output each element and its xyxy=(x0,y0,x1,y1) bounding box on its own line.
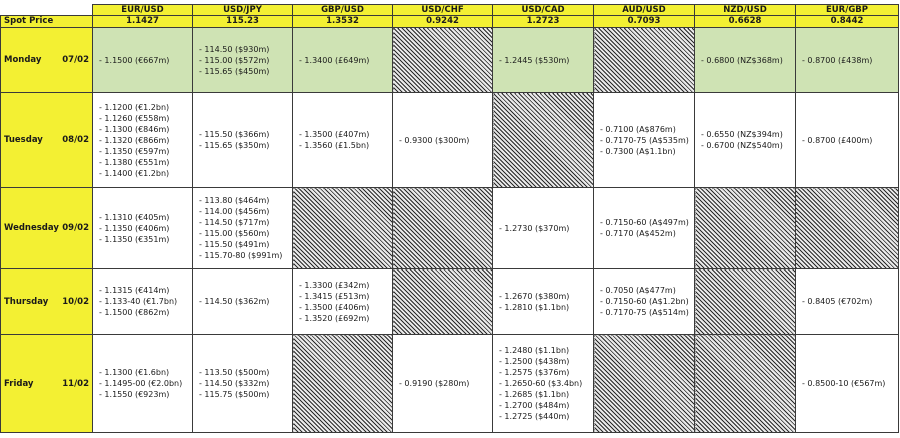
day-date: 11/02 xyxy=(62,378,89,389)
day-name: Monday xyxy=(4,55,42,65)
day-date: 07/02 xyxy=(62,55,89,65)
spot-price-usd-chf: 0.9242 xyxy=(393,16,493,28)
expiry-cell-usd-chf xyxy=(393,93,493,188)
pair-header-eur-usd: EUR/USD xyxy=(93,5,193,16)
expiry-entry: - 1.1350 (€597m) xyxy=(99,146,170,156)
expiry-entry: - 1.1350 (€351m) xyxy=(99,234,170,244)
expiry-entry: - 1.1200 (€1.2bn) xyxy=(99,102,170,112)
day-label-cell xyxy=(1,335,93,433)
expiry-entry: - 1.1500 (€667m) xyxy=(99,55,170,65)
day-name: Friday xyxy=(4,378,34,389)
expiry-entry: - 1.3500 (£406m) xyxy=(299,302,370,312)
expiry-cell-usd-jpy xyxy=(193,188,293,269)
no-expiry-hatched-cell xyxy=(393,28,493,93)
expiry-entry: - 113.80 ($464m) xyxy=(199,196,270,205)
expiry-entry: - 0.8700 (£438m) xyxy=(802,55,873,65)
expiry-entry: - 114.50 ($930m) xyxy=(199,44,270,54)
expiry-cell-gbp-usd xyxy=(293,269,393,335)
expiry-entry: - 1.2685 ($1.1bn) xyxy=(499,390,570,399)
expiry-cell-usd-jpy xyxy=(193,28,293,93)
spot-price-usd-cad: 1.2723 xyxy=(493,16,594,28)
corner-cell xyxy=(1,5,93,16)
expiry-entry: - 1.1350 (€406m) xyxy=(99,223,170,233)
expiry-cell-usd-chf xyxy=(393,335,493,433)
pair-header-eur-gbp: EUR/GBP xyxy=(796,5,899,16)
expiry-cell-eur-usd xyxy=(93,93,193,188)
expiry-entry: - 0.9190 ($280m) xyxy=(399,379,470,388)
expiry-cell-eur-usd xyxy=(93,188,193,269)
expiry-cell-nzd-usd xyxy=(695,93,796,188)
day-date: 10/02 xyxy=(62,296,89,307)
expiry-entry: - 115.65 ($350m) xyxy=(199,141,270,150)
expiry-cell-nzd-usd xyxy=(695,28,796,93)
expiry-cell-usd-cad xyxy=(493,269,594,335)
expiry-entry: - 113.50 ($500m) xyxy=(199,368,270,377)
expiry-cell-eur-gbp xyxy=(796,269,899,335)
expiry-entry: - 1.2810 ($1.1bn) xyxy=(499,302,570,312)
no-expiry-hatched-cell xyxy=(695,188,796,269)
expiry-entry: - 1.3400 (£649m) xyxy=(299,55,370,65)
expiry-cell-usd-jpy xyxy=(193,93,293,188)
expiry-entry: - 0.7150-60 (A$497m) xyxy=(600,218,689,227)
expiry-cell-usd-jpy xyxy=(193,269,293,335)
expiry-entry: - 1.1260 (€558m) xyxy=(99,113,170,123)
no-expiry-hatched-cell xyxy=(493,93,594,188)
expiry-entry: - 1.1495-00 (€2.0bn) xyxy=(99,379,183,388)
expiry-entry: - 1.2725 ($440m) xyxy=(499,412,570,421)
expiry-entry: - 114.00 ($456m) xyxy=(199,207,270,216)
expiry-entry: - 1.2700 ($484m) xyxy=(499,401,570,410)
expiry-cell-aud-usd xyxy=(594,269,695,335)
pair-header-aud-usd: AUD/USD xyxy=(594,5,695,16)
expiry-entry: - 1.3300 (£342m) xyxy=(299,280,370,290)
expiry-entry: - 1.1400 (€1.2bn) xyxy=(99,168,170,178)
expiry-entry: - 1.2670 ($380m) xyxy=(499,291,570,301)
expiry-entry: - 1.2500 ($438m) xyxy=(499,357,570,366)
expiry-entry: - 115.00 ($572m) xyxy=(199,55,270,65)
no-expiry-hatched-cell xyxy=(796,188,899,269)
expiry-entry: - 1.1300 (€846m) xyxy=(99,124,170,134)
expiry-cell-usd-cad xyxy=(493,335,594,433)
expiry-entry: - 0.6800 (NZ$368m) xyxy=(701,55,783,65)
spot-price-eur-gbp: 0.8442 xyxy=(796,16,899,28)
expiry-cell-eur-gbp xyxy=(796,28,899,93)
expiry-entry: - 1.2650-60 ($3.4bn) xyxy=(499,379,583,388)
expiry-entry: - 1.2730 ($370m) xyxy=(499,223,570,233)
no-expiry-hatched-cell xyxy=(293,335,393,433)
day-row-tuesday xyxy=(1,93,899,188)
expiry-cell-aud-usd xyxy=(594,188,695,269)
expiry-entry: - 0.8500-10 (€567m) xyxy=(802,379,886,388)
spot-price-usd-jpy: 115.23 xyxy=(193,16,293,28)
expiry-entry: - 0.7170 (A$452m) xyxy=(600,229,676,238)
option-expiry-table xyxy=(0,4,899,433)
day-name: Thursday xyxy=(4,296,49,307)
expiry-entry: - 1.2480 ($1.1bn) xyxy=(499,346,570,355)
day-row-friday xyxy=(1,335,899,433)
expiry-entry: - 1.1320 (€866m) xyxy=(99,135,170,145)
expiry-cell-eur-usd xyxy=(93,269,193,335)
no-expiry-hatched-cell xyxy=(393,269,493,335)
day-date: 09/02 xyxy=(62,223,89,233)
pair-header-gbp-usd: GBP/USD xyxy=(293,5,393,16)
expiry-cell-gbp-usd xyxy=(293,28,393,93)
no-expiry-hatched-cell xyxy=(393,188,493,269)
fx-options-expiries xyxy=(0,4,899,433)
expiry-entry: - 114.50 ($717m) xyxy=(199,218,270,227)
expiry-entry: - 115.50 ($366m) xyxy=(199,130,270,139)
spot-price-row xyxy=(1,16,899,28)
spot-price-aud-usd: 0.7093 xyxy=(594,16,695,28)
expiry-entry: - 0.7300 (A$1.1bn) xyxy=(600,146,676,156)
expiry-entry: - 1.1300 (€1.6bn) xyxy=(99,368,170,377)
spot-price-eur-usd: 1.1427 xyxy=(93,16,193,28)
expiry-entry: - 114.50 ($362m) xyxy=(199,297,270,306)
expiry-cell-gbp-usd xyxy=(293,93,393,188)
expiry-entry: - 115.50 ($491m) xyxy=(199,240,270,249)
expiry-entry: - 0.8405 (€702m) xyxy=(802,297,873,306)
expiry-cell-usd-cad xyxy=(493,188,594,269)
day-label-cell xyxy=(1,188,93,269)
pair-header-nzd-usd: NZD/USD xyxy=(695,5,796,16)
expiry-entry: - 115.00 ($560m) xyxy=(199,229,270,238)
expiry-entry: - 0.6700 (NZ$540m) xyxy=(701,141,783,150)
expiry-cell-usd-jpy xyxy=(193,335,293,433)
expiry-entry: - 0.7100 (A$876m) xyxy=(600,124,676,134)
expiry-cell-eur-usd xyxy=(93,28,193,93)
spot-price-nzd-usd: 0.6628 xyxy=(695,16,796,28)
expiry-days xyxy=(1,28,899,433)
day-date: 08/02 xyxy=(62,135,89,145)
expiry-entry: - 1.1315 (€414m) xyxy=(99,286,170,295)
no-expiry-hatched-cell xyxy=(594,28,695,93)
expiry-entry: - 1.2575 ($376m) xyxy=(499,368,570,377)
expiry-cell-eur-gbp xyxy=(796,93,899,188)
expiry-entry: - 1.1380 (€551m) xyxy=(99,157,170,167)
day-label-cell xyxy=(1,93,93,188)
expiry-entry: - 1.1550 (€923m) xyxy=(99,390,170,399)
expiry-entry: - 1.3560 (£1.5bn) xyxy=(299,141,370,150)
expiry-entry: - 1.1310 (€405m) xyxy=(99,212,170,222)
day-row-wednesday xyxy=(1,188,899,269)
expiry-entry: - 1.3520 (£692m) xyxy=(299,313,370,323)
day-label-cell xyxy=(1,269,93,335)
expiry-entry: - 0.6550 (NZ$394m) xyxy=(701,130,783,139)
expiry-entry: - 0.7170-75 (A$514m) xyxy=(600,308,689,317)
expiry-cell-usd-cad xyxy=(493,28,594,93)
expiry-entry: - 1.3500 (£407m) xyxy=(299,130,370,139)
expiry-entry: - 115.70-80 ($991m) xyxy=(199,251,283,260)
pair-header-usd-cad: USD/CAD xyxy=(493,5,594,16)
expiry-cell-aud-usd xyxy=(594,93,695,188)
expiry-entry: - 1.3415 (£513m) xyxy=(299,291,370,301)
expiry-entry: - 1.2445 ($530m) xyxy=(499,55,570,65)
expiry-entry: - 115.75 ($500m) xyxy=(199,390,270,399)
expiry-cell-eur-usd xyxy=(93,335,193,433)
expiry-entry: - 1.1500 (€862m) xyxy=(99,308,170,317)
day-row-thursday xyxy=(1,269,899,335)
expiry-entry: - 0.9300 ($300m) xyxy=(399,135,470,145)
expiry-entry: - 0.8700 (£400m) xyxy=(802,135,873,145)
currency-pair-header-row xyxy=(1,5,899,16)
expiry-entry: - 0.7150-60 (A$1.2bn) xyxy=(600,297,689,306)
no-expiry-hatched-cell xyxy=(293,188,393,269)
day-name: Tuesday xyxy=(4,135,43,145)
expiry-entry: - 114.50 ($332m) xyxy=(199,379,270,388)
no-expiry-hatched-cell xyxy=(695,335,796,433)
spot-price-gbp-usd: 1.3532 xyxy=(293,16,393,28)
day-row-monday xyxy=(1,28,899,93)
day-name: Wednesday xyxy=(4,223,59,233)
pair-header-usd-jpy: USD/JPY xyxy=(193,5,293,16)
expiry-entry: - 0.7050 (A$477m) xyxy=(600,286,676,295)
expiry-entry: - 115.65 ($450m) xyxy=(199,66,270,76)
day-label-cell xyxy=(1,28,93,93)
spot-price-label: Spot Price xyxy=(1,16,93,28)
no-expiry-hatched-cell xyxy=(594,335,695,433)
pair-header-usd-chf: USD/CHF xyxy=(393,5,493,16)
no-expiry-hatched-cell xyxy=(695,269,796,335)
expiry-entry: - 0.7170-75 (A$535m) xyxy=(600,135,689,145)
expiry-entry: - 1.133-40 (€1.7bn) xyxy=(99,297,178,306)
expiry-cell-eur-gbp xyxy=(796,335,899,433)
